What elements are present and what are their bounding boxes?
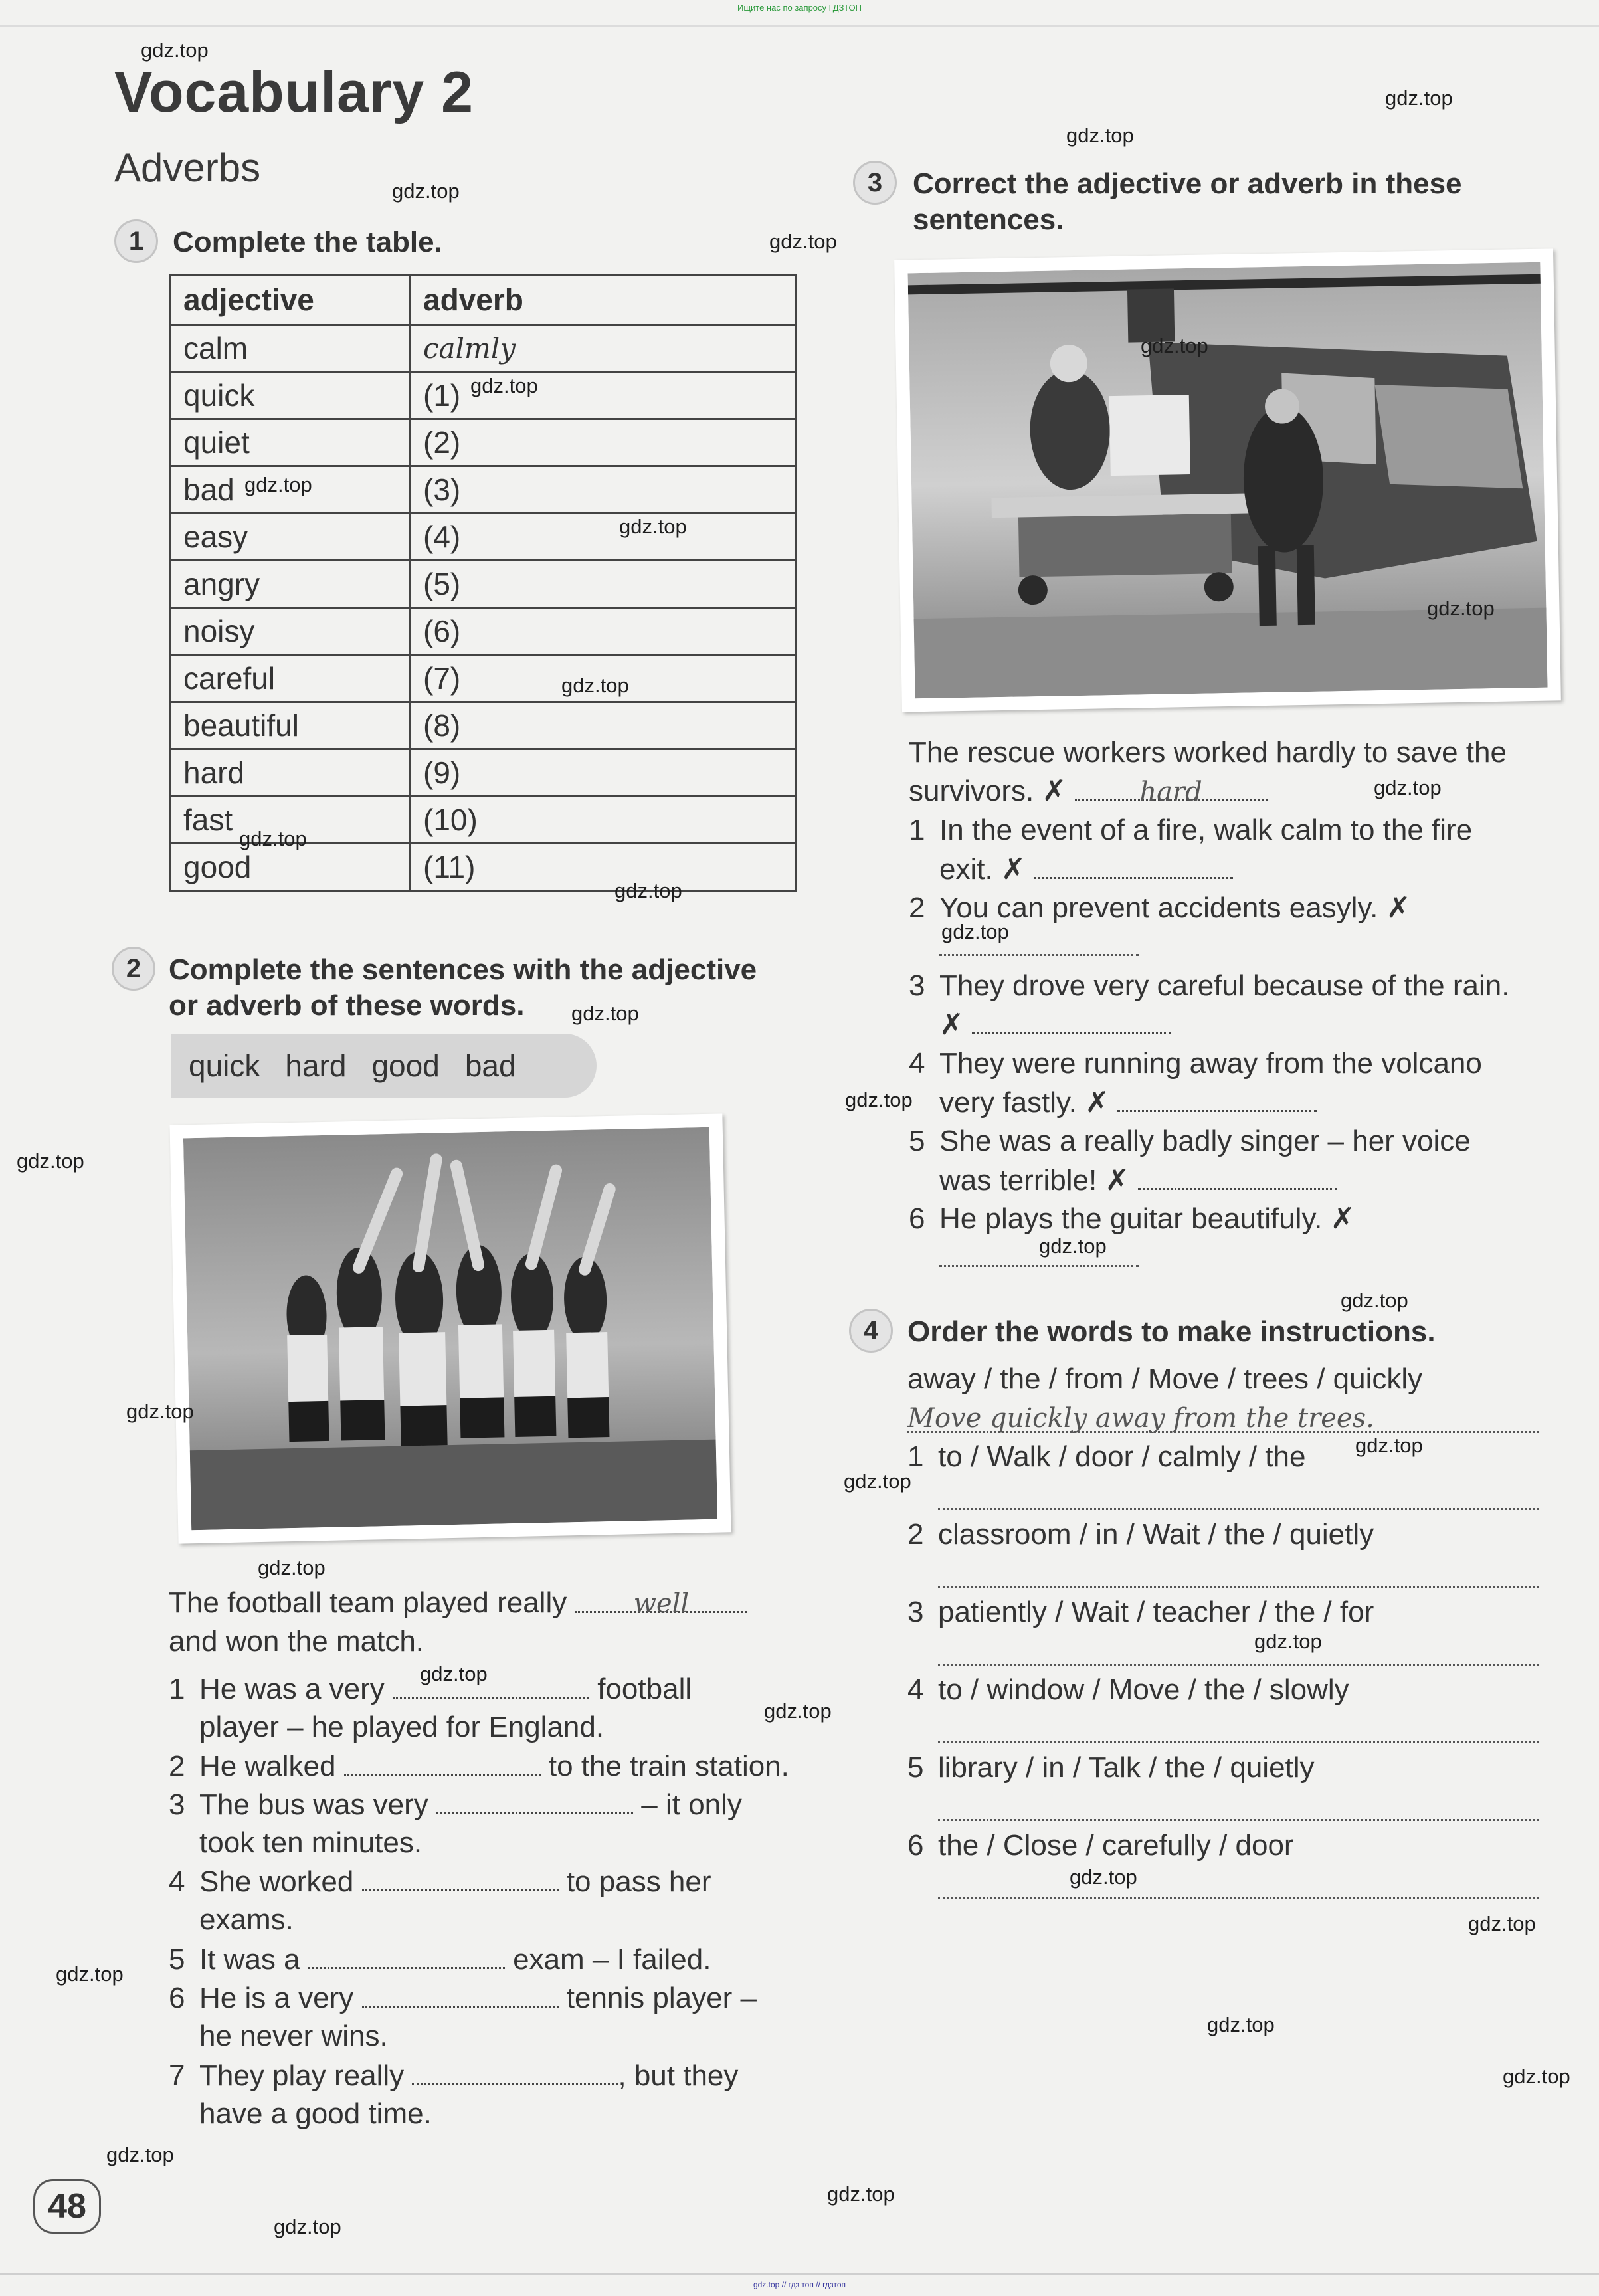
adverb-cell[interactable]: (4): [411, 514, 796, 561]
adverb-cell[interactable]: (10): [411, 797, 796, 844]
ex2-s5-blank[interactable]: [308, 1941, 505, 1969]
watermark: gdz.top: [1070, 1866, 1137, 1889]
watermark: gdz.top: [56, 1962, 124, 1986]
watermark: gdz.top: [17, 1149, 84, 1173]
ex2-example-blank: [575, 1584, 747, 1619]
ex3-s6-text: He plays the guitar beautifuly.: [939, 1202, 1323, 1235]
watermark: gdz.top: [239, 827, 307, 850]
table-row: [171, 514, 796, 561]
adverb-cell[interactable]: (6): [411, 608, 796, 655]
watermark: gdz.top: [106, 2143, 174, 2166]
bottom-note: gdz.top // гдз топ // гдзтоп: [753, 2280, 846, 2289]
ex3-sentence-2: 2 You can prevent accidents easyly. ✗: [909, 892, 1411, 924]
ex2-example-answer: well: [633, 1588, 690, 1619]
ex2-s3-cont: took ten minutes.: [199, 1826, 423, 1859]
ex4-item-1-text: to / Walk / door / calmly / the: [938, 1440, 1306, 1473]
football-team-image: [183, 1127, 717, 1530]
watermark: gdz.top: [844, 1470, 911, 1493]
rescue-helicopter-photo: [894, 248, 1561, 712]
ex2-s4-text-a: She worked: [199, 1866, 354, 1898]
watermark: gdz.top: [845, 1088, 913, 1111]
watermark: gdz.top: [126, 1400, 194, 1423]
ex2-sentence-3: 3 The bus was very – it only: [169, 1786, 742, 1824]
ex3-s1-cont: [939, 850, 1233, 888]
ex3-s2-blank[interactable]: [939, 953, 1139, 956]
adverb-cell[interactable]: (7): [411, 655, 796, 702]
ex2-s1-cont: player – he played for England.: [199, 1711, 605, 1743]
table-row: [171, 702, 796, 749]
cross-mark-icon: ✗: [1085, 1086, 1110, 1119]
watermark: gdz.top: [420, 1662, 488, 1685]
ex4-item-3-text: patiently / Wait / teacher / the / for: [938, 1596, 1374, 1628]
watermark: gdz.top: [619, 515, 687, 538]
word-hard: hard: [285, 1048, 347, 1083]
ex4-item-1: 1 to / Walk / door / calmly / the: [907, 1440, 1306, 1473]
watermark: gdz.top: [1374, 776, 1442, 799]
ex3-s3-cont: [939, 1006, 1171, 1044]
ex2-s1-text-a: He was a very: [199, 1673, 385, 1705]
adjective-cell: quick: [171, 372, 411, 419]
ex3-s5-blank[interactable]: [1138, 1161, 1337, 1190]
watermark: gdz.top: [941, 920, 1009, 943]
table-header-row: [171, 275, 796, 325]
watermark: gdz.top: [1385, 86, 1453, 110]
exercise-3-number: 3: [853, 161, 897, 205]
adjective-cell: good: [171, 844, 411, 891]
exercise-2-title-line2: or adverb of these words.: [169, 989, 525, 1022]
ex3-s5-text-b: was terrible!: [939, 1164, 1097, 1196]
ex3-example-line1: The rescue workers worked hardly to save the: [909, 736, 1507, 769]
adverb-table: [169, 274, 797, 892]
word-good: good: [371, 1048, 440, 1083]
ex3-example-text: survivors.: [909, 775, 1034, 807]
ex4-item-3: 3 patiently / Wait / teacher / the / for: [907, 1596, 1374, 1628]
ex3-sentence-5: 5 She was a really badly singer – her voice: [909, 1125, 1471, 1157]
ex3-s5-text: She was a really badly singer – her voice: [939, 1125, 1471, 1157]
adverb-cell[interactable]: (2): [411, 419, 796, 466]
watermark: gdz.top: [1207, 2013, 1275, 2036]
column-header-adjective: adjective: [171, 275, 411, 325]
exercise-2-title-line1: Complete the sentences with the adjective: [169, 953, 757, 986]
ex4-example: away / the / from / Move / trees / quickly: [907, 1363, 1423, 1395]
ex4-item-2-blank[interactable]: [938, 1584, 1539, 1588]
ex2-s7-text-b: , but they: [618, 2059, 739, 2092]
ex3-s1-text-b: exit.: [939, 853, 993, 886]
ex2-example: [169, 1584, 747, 1622]
table-row: [171, 749, 796, 797]
adverb-cell[interactable]: (5): [411, 561, 796, 608]
ex3-sentence-4: 4 They were running away from the volcano: [909, 1047, 1482, 1080]
ex4-item-4: 4 to / window / Move / the / slowly: [907, 1674, 1349, 1706]
table-row: [171, 561, 796, 608]
page-number: 48: [33, 2179, 101, 2234]
ex2-s6-cont: he never wins.: [199, 2020, 388, 2052]
ex4-item-4-blank[interactable]: [938, 1740, 1539, 1743]
ex4-item-6: 6 the / Close / carefully / door: [907, 1829, 1294, 1862]
ex2-example-text: The football team played really: [169, 1586, 567, 1619]
ex4-item-5-text: library / in / Talk / the / quietly: [938, 1751, 1315, 1784]
word-quick: quick: [189, 1048, 260, 1083]
adverb-cell[interactable]: (8): [411, 702, 796, 749]
adverb-cell[interactable]: (3): [411, 466, 796, 514]
ex2-s2-text-a: He walked: [199, 1750, 336, 1782]
watermark: gdz.top: [470, 374, 538, 397]
ex2-s6-text-a: He is a very: [199, 1982, 354, 2014]
word-bad: bad: [464, 1048, 516, 1083]
cross-mark-icon: ✗: [1330, 1202, 1355, 1235]
ex4-item-6-blank[interactable]: [938, 1895, 1539, 1899]
ex3-s2-text: You can prevent accidents easyly.: [939, 892, 1378, 924]
ex3-s4-text: They were running away from the volcano: [939, 1047, 1482, 1080]
watermark: gdz.top: [614, 879, 682, 902]
ex2-s7-text-a: They play really: [199, 2059, 405, 2092]
cross-mark-icon: ✗: [1386, 892, 1411, 924]
adjective-cell: beautiful: [171, 702, 411, 749]
top-divider: [0, 25, 1599, 27]
ex4-item-4-text: to / window / Move / the / slowly: [938, 1674, 1349, 1706]
ex3-example-line2: [909, 773, 1268, 810]
exercise-4-number: 4: [849, 1309, 893, 1353]
ex3-s5-cont: [939, 1161, 1337, 1199]
ex2-s7-blank[interactable]: [412, 2057, 618, 2085]
ex2-s4-cont: exams.: [199, 1903, 294, 1936]
ex4-example-underline: [907, 1430, 1539, 1433]
ex2-s5-text-a: It was a: [199, 1943, 300, 1976]
ex2-sentence-7: 7 They play really , but they: [169, 2057, 738, 2095]
ex4-item-2: 2 classroom / in / Wait / the / quietly: [907, 1518, 1374, 1551]
ex3-sentence-1: 1 In the event of a fire, walk calm to the fire: [909, 814, 1473, 846]
ex3-s3-blank[interactable]: [972, 1006, 1171, 1034]
cross-mark-icon: ✗: [939, 1008, 964, 1041]
exercise-1-number: 1: [114, 219, 158, 263]
ex4-item-6-text: the / Close / carefully / door: [938, 1829, 1294, 1862]
watermark: gdz.top: [274, 2215, 341, 2238]
table-row: [171, 655, 796, 702]
ex4-example-answer: Move quickly away from the trees.: [907, 1403, 1374, 1434]
watermark: gdz.top: [1341, 1289, 1408, 1312]
watermark: gdz.top: [1039, 1234, 1107, 1258]
watermark: gdz.top: [561, 674, 629, 697]
ex2-s1-text-b: football: [597, 1673, 692, 1705]
table-row: [171, 608, 796, 655]
table-row: [171, 419, 796, 466]
watermark: gdz.top: [1503, 2065, 1570, 2088]
ex2-sentence-1: 1 He was a very football: [169, 1670, 692, 1708]
ex2-s3-blank[interactable]: [436, 1786, 633, 1814]
ex3-s4-cont: [939, 1084, 1317, 1121]
adjective-cell: bad: [171, 466, 411, 514]
adjective-cell: easy: [171, 514, 411, 561]
watermark: gdz.top: [392, 179, 460, 203]
bottom-divider: [0, 2273, 1599, 2275]
ex2-s4-text-b: to pass her: [566, 1866, 711, 1898]
ex4-item-5: 5 library / in / Talk / the / quietly: [907, 1751, 1315, 1784]
watermark: gdz.top: [1254, 1630, 1322, 1653]
adjective-cell: angry: [171, 561, 411, 608]
ex2-s2-blank[interactable]: [344, 1747, 541, 1776]
exercise-1-title: Complete the table.: [173, 226, 442, 258]
watermark: gdz.top: [571, 1002, 639, 1025]
watermark: gdz.top: [1468, 1912, 1536, 1935]
adverb-cell[interactable]: (9): [411, 749, 796, 797]
watermark: gdz.top: [1141, 334, 1208, 357]
ex2-sentence-4: 4 She worked to pass her: [169, 1863, 711, 1901]
watermark: gdz.top: [1427, 597, 1495, 620]
ex3-s1-blank[interactable]: [1034, 850, 1233, 879]
adjective-cell: quiet: [171, 419, 411, 466]
ex2-sentence-6: 6 He is a very tennis player –: [169, 1979, 757, 2017]
watermark: gdz.top: [1355, 1434, 1423, 1457]
ex3-s4-text-b: very fastly.: [939, 1086, 1078, 1119]
adjective-cell: careful: [171, 655, 411, 702]
column-header-adverb: adverb: [411, 275, 796, 325]
cross-mark-icon: ✗: [1042, 775, 1067, 807]
top-note: Ищите нас по запросу ГДЗТОП: [737, 3, 862, 13]
adverb-cell[interactable]: (11): [411, 844, 796, 891]
exercise-4-title: Order the words to make instructions.: [907, 1315, 1436, 1348]
cross-mark-icon: ✗: [1000, 853, 1026, 886]
word-box: [171, 1034, 597, 1098]
ex2-sentence-5: 5 It was a exam – I failed.: [169, 1941, 711, 1978]
ex3-s1-text: In the event of a fire, walk calm to the fire: [939, 814, 1473, 846]
adjective-cell: calm: [171, 325, 411, 372]
ex4-item-2-text: classroom / in / Wait / the / quietly: [938, 1518, 1374, 1551]
watermark: gdz.top: [1066, 124, 1134, 147]
adjective-cell: hard: [171, 749, 411, 797]
ex2-s3-text-a: The bus was very: [199, 1788, 428, 1821]
exercise-2-number: 2: [112, 947, 155, 991]
watermark: gdz.top: [141, 39, 209, 62]
adjective-cell: noisy: [171, 608, 411, 655]
ex4-item-5-blank[interactable]: [938, 1818, 1539, 1821]
ex2-s7-cont: have a good time.: [199, 2097, 432, 2130]
watermark: gdz.top: [769, 230, 837, 253]
ex3-s6-blank[interactable]: [939, 1264, 1139, 1267]
ex3-sentence-3: 3 They drove very careful because of the rain.: [909, 969, 1510, 1002]
page-title: Vocabulary 2: [114, 60, 474, 124]
adverb-cell[interactable]: (1): [411, 372, 796, 419]
watermark: gdz.top: [244, 473, 312, 496]
ex3-example-answer: hard: [1139, 777, 1202, 807]
rescue-helicopter-image: [907, 262, 1547, 699]
ex3-s4-blank[interactable]: [1117, 1084, 1317, 1112]
cross-mark-icon: ✗: [1105, 1164, 1130, 1196]
exercise-3-title-line2: sentences.: [913, 203, 1064, 236]
section-title: Adverbs: [114, 145, 261, 190]
ex2-sentence-2: 2 He walked to the train station.: [169, 1747, 789, 1785]
ex4-item-1-blank[interactable]: [938, 1507, 1539, 1510]
football-team-photo: [169, 1113, 731, 1543]
adverb-cell: calmly: [411, 325, 796, 372]
watermark: gdz.top: [764, 1699, 832, 1723]
ex2-s6-blank[interactable]: [362, 1979, 559, 2008]
watermark: gdz.top: [258, 1556, 326, 1579]
ex2-s6-text-b: tennis player –: [566, 1982, 757, 2014]
ex2-example-cont: and won the match.: [169, 1625, 424, 1658]
ex4-item-3-blank[interactable]: [938, 1662, 1539, 1666]
exercise-3-title-line1: Correct the adjective or adverb in these: [913, 167, 1462, 200]
ex2-s5-text-b: exam – I failed.: [513, 1943, 711, 1976]
ex3-s3-text: They drove very careful because of the rain.: [939, 969, 1510, 1002]
watermark: gdz.top: [827, 2182, 895, 2206]
ex3-example-blank: [1075, 773, 1268, 807]
ex2-s4-blank[interactable]: [362, 1863, 559, 1891]
ex3-sentence-6: 6 He plays the guitar beautifuly. ✗: [909, 1202, 1355, 1235]
ex2-s3-text-b: – it only: [641, 1788, 742, 1821]
adjective-cell: fast: [171, 797, 411, 844]
table-row: [171, 325, 796, 372]
ex2-s2-text-b: to the train station.: [548, 1750, 789, 1782]
